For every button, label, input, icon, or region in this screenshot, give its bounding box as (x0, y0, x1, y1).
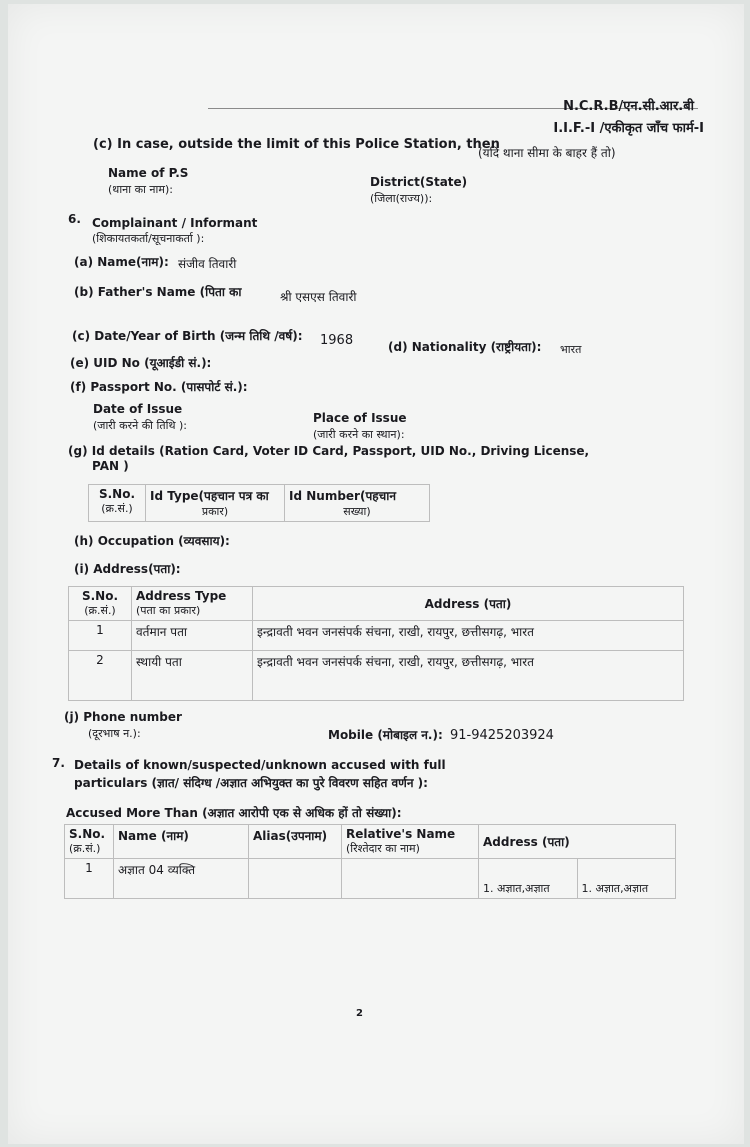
occupation-label: (h) Occupation (व्यवसाय): (74, 534, 230, 548)
accused-more-label: Accused More Than (अज्ञात आरोपी एक से अधिक हों तो संख्या): (66, 806, 402, 820)
nationality-value: भारत (560, 343, 582, 356)
accused-row-sno: 1 (65, 859, 114, 899)
address-table-header-address: Address (पता) (253, 587, 684, 621)
district-label: District(State) (370, 175, 468, 189)
table-row (69, 621, 684, 651)
dob-label: (c) Date/Year of Birth (जन्म तिथि /वर्ष): (72, 329, 303, 343)
nationality-label: (d) Nationality (राष्ट्रीयता): (388, 340, 542, 354)
id-table-header-type: Id Type(पहचान पत्र का प्रकार) (146, 485, 285, 522)
accused-table (64, 824, 676, 899)
dob-value: 1968 (320, 333, 354, 348)
section-7-number: 7. (52, 756, 65, 770)
id-table-header-number: Id Number(पहचान सख्या) (285, 485, 430, 522)
address-row-2-address: इन्द्रावती भवन जनसंपर्क संचना, राखी, रायपुर, छत्तीसगढ़, भारत (253, 651, 684, 701)
header-iif: I.I.F.-I /एकीकृत जाँच फार्म-I (553, 121, 704, 136)
id-details-label2: PAN ) (92, 459, 129, 473)
mobile-value: 91-9425203924 (450, 728, 554, 743)
poi-hi: (जारी करने का स्थान): (313, 428, 405, 441)
phone-label: (j) Phone number (64, 710, 182, 724)
id-table (88, 484, 430, 522)
address-table (68, 586, 684, 701)
table-row (65, 859, 676, 899)
address-row-1-address: इन्द्रावती भवन जनसंपर्क संचना, राखी, रायपुर, छत्तीसगढ़, भारत (253, 621, 684, 651)
father-value: श्री एसएस तिवारी (280, 290, 357, 304)
phone-hi: (दूरभाष न.): (88, 727, 141, 740)
doi-hi: (जारी करने की तिथि ): (93, 419, 187, 432)
name-label: (a) Name(नाम): (74, 255, 169, 269)
id-details-label: (g) Id details (Ration Card, Voter ID Card, Passport, UID No., Driving License, (68, 444, 590, 458)
header-ncrb: N.C.R.B/एन.सी.आर.बी (563, 99, 694, 114)
accused-header-address: Address (पता) (479, 825, 676, 859)
section-c-label: (c) In case, outside the limit of this Police Station, then (93, 137, 500, 152)
address-row-1-sno: 1 (69, 621, 132, 651)
address-row-2-sno: 2 (69, 651, 132, 701)
accused-header-sno: S.No. (क्र.सं.) (65, 825, 114, 859)
address-table-header-type: Address Type (पता का प्रकार) (132, 587, 253, 621)
page-number: 2 (356, 1008, 363, 1019)
section-6-title-hi: (शिकायतकर्ता/सूचनाकर्ता ): (92, 232, 205, 245)
accused-row-address-2: 1. अज्ञात,अज्ञात (577, 859, 676, 899)
doi-label: Date of Issue (93, 402, 183, 416)
section-c-label-hi: (यदि थाना सीमा के बाहर हैं तो) (478, 146, 616, 160)
section-7-title2: particulars (ज्ञात/ संदिग्ध /अज्ञात अभियुक्त का पुरे विवरण सहित वर्णन ): (74, 776, 428, 790)
table-row (69, 651, 684, 701)
mobile-label: Mobile (मोबाइल न.): (328, 728, 443, 742)
accused-row-address-1: 1. अज्ञात,अज्ञात (479, 859, 578, 899)
father-label: (b) Father's Name (पिता का (74, 285, 242, 299)
accused-row-alias (249, 859, 342, 899)
ps-name-hi: (थाना का नाम): (108, 183, 173, 196)
accused-row-name: अज्ञात 04 व्यक्ति (114, 859, 249, 899)
passport-label: (f) Passport No. (पासपोर्ट सं.): (70, 380, 248, 394)
address-label: (i) Address(पता): (74, 562, 181, 576)
accused-header-relative: Relative's Name (रिश्तेदार का नाम) (342, 825, 479, 859)
accused-header-alias: Alias(उपनाम) (249, 825, 342, 859)
address-row-2-type: स्थायी पता (132, 651, 253, 701)
address-table-header-sno: S.No. (क्र.सं.) (69, 587, 132, 621)
name-value: संजीव तिवारी (178, 257, 237, 271)
ps-name-label: Name of P.S (108, 166, 189, 180)
accused-header-name: Name (नाम) (114, 825, 249, 859)
uid-label: (e) UID No (यूआईडी सं.): (70, 356, 212, 370)
id-table-header-sno: S.No. (क्र.सं.) (89, 485, 146, 522)
section-6-title: Complainant / Informant (92, 216, 258, 230)
poi-label: Place of Issue (313, 411, 407, 425)
section-6-number: 6. (68, 212, 81, 226)
document-page (8, 4, 744, 1144)
accused-row-relative (342, 859, 479, 899)
address-row-1-type: वर्तमान पता (132, 621, 253, 651)
section-7-title: Details of known/suspected/unknown accused with full (74, 758, 446, 772)
district-hi: (जिला(राज्य)): (370, 192, 433, 205)
